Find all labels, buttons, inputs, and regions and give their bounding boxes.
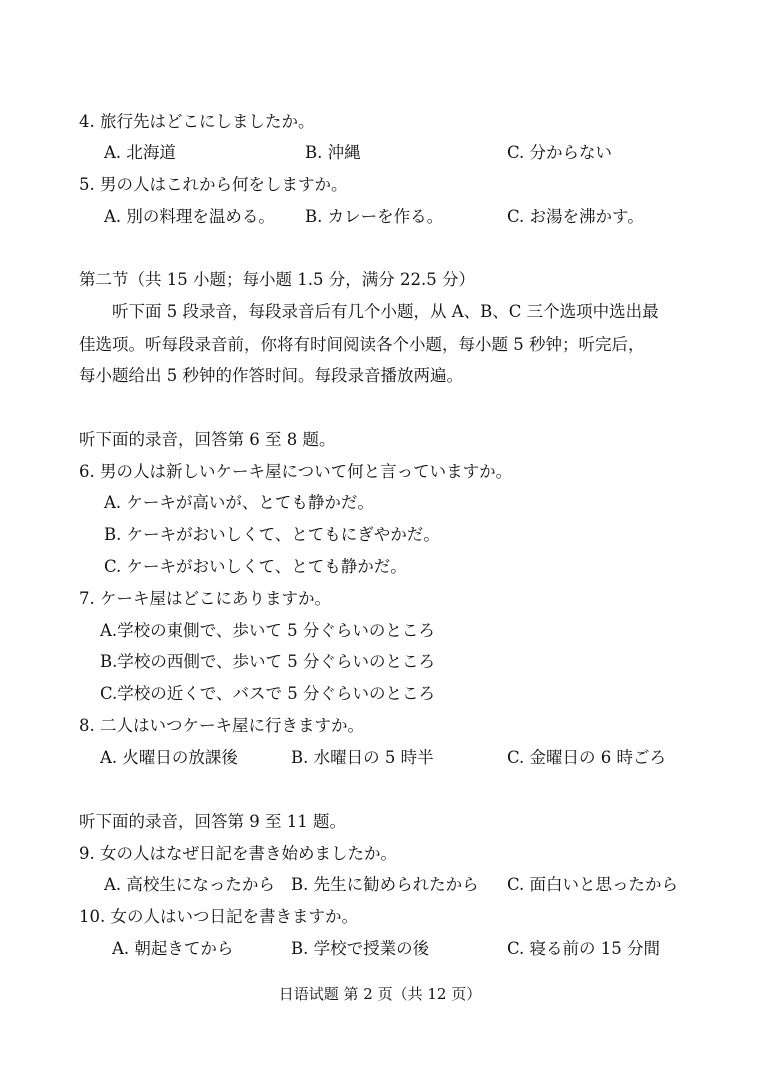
instruction-line-3: 每小题给出 5 秒钟的作答时间。每段录音播放两遍。 (79, 366, 463, 385)
q10-question: 10. 女の人はいつ日記を書きますか。 (79, 907, 358, 926)
q7-option-c: C.学校の近くで、バスで 5 分ぐらいのところ (100, 684, 435, 703)
q10-option-a: A. 朝起きてから (112, 939, 234, 958)
q6-option-a: A. ケーキが高いが、とても静かだ。 (104, 493, 374, 512)
q8-option-b: B. 水曜日の 5 時半 (291, 748, 434, 767)
q7-option-a: A.学校の東側で、歩いて 5 分ぐらいのところ (100, 621, 435, 640)
group2-intro: 听下面的录音，回答第 9 至 11 题。 (79, 812, 346, 831)
instruction-line-2: 佳选项。听每段录音前，你将有时间阅读各个小题，每小题 5 秒钟；听完后， (79, 335, 645, 354)
q5-question: 5. 男の人はこれから何をしますか。 (79, 175, 348, 194)
q10-option-c: C. 寝る前の 15 分間 (507, 939, 661, 958)
q4-option-c: C. 分からない (507, 143, 613, 162)
q6-question: 6. 男の人は新しいケーキ屋について何と言っていますか。 (79, 462, 513, 481)
group1-intro: 听下面的录音，回答第 6 至 8 题。 (79, 430, 336, 449)
q4-question: 4. 旅行先はどこにしましたか。 (79, 112, 315, 131)
q5-option-b: B. カレーを作る。 (305, 207, 444, 226)
q6-option-b: B. ケーキがおいしくて、とてもにぎやかだ。 (104, 525, 440, 544)
q8-option-c: C. 金曜日の 6 時ごろ (507, 748, 667, 767)
q7-option-b: B.学校の西側で、歩いて 5 分ぐらいのところ (100, 652, 436, 671)
q9-option-a: A. 高校生になったから (104, 875, 275, 894)
q9-question: 9. 女の人はなぜ日記を書き始めましたか。 (79, 844, 397, 863)
q6-option-c: C. ケーキがおいしくて、とても静かだ。 (104, 557, 407, 576)
q9-option-c: C. 面白いと思ったから (507, 875, 679, 894)
q4-option-a: A. 北海道 (104, 143, 176, 162)
q8-option-a: A. 火曜日の放課後 (100, 748, 238, 767)
q5-option-a: A. 別の料理を温める。 (104, 207, 275, 226)
q4-option-b: B. 沖縄 (305, 143, 361, 162)
q10-option-b: B. 学校で授業の後 (291, 939, 430, 958)
q8-question: 8. 二人はいつケーキ屋に行きますか。 (79, 716, 364, 735)
page-footer: 日语试题 第 2 页（共 12 页） (278, 985, 482, 1003)
q5-option-c: C. お湯を沸かす。 (507, 207, 644, 226)
section-heading: 第二节（共 15 小题；每小题 1.5 分，满分 22.5 分） (79, 270, 475, 289)
instruction-line-1: 听下面 5 段录音，每段录音后有几个小题，从 A、B、C 三个选项中选出最 (112, 302, 659, 321)
q7-question: 7. ケーキ屋はどこにありますか。 (79, 589, 331, 608)
q9-option-b: B. 先生に勧められたから (291, 875, 479, 894)
